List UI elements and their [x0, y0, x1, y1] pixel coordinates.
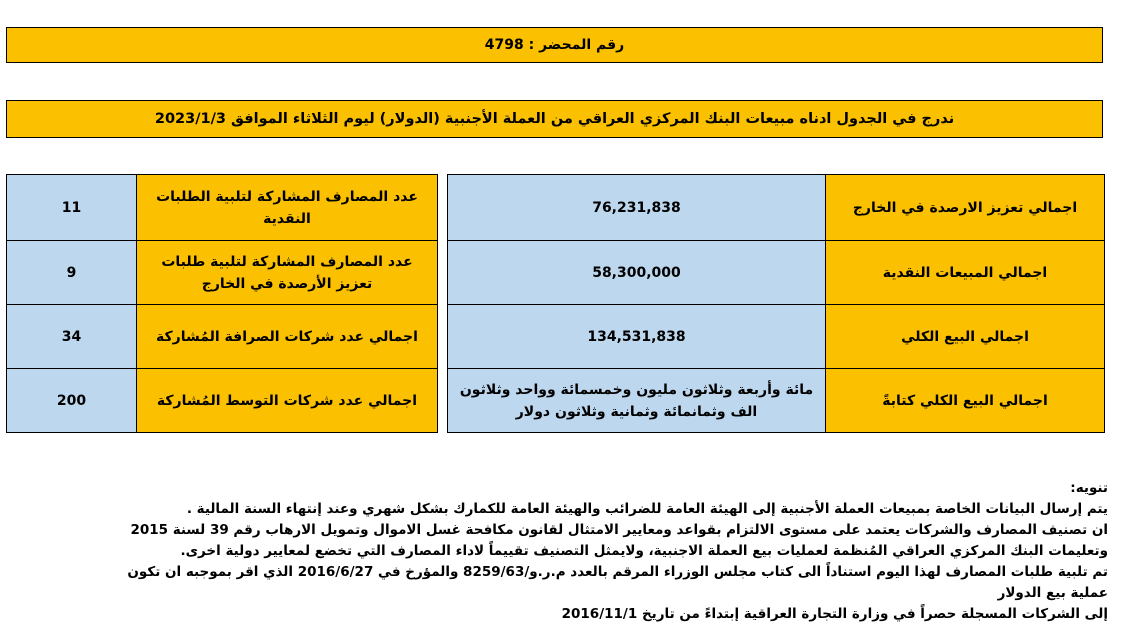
row-value: 58,300,000	[448, 241, 826, 305]
row-value: 34	[7, 305, 137, 369]
row-label: اجمالي البيع الكلي	[826, 305, 1105, 369]
row-value: 9	[7, 241, 137, 305]
row-label: اجمالي عدد شركات التوسط المُشاركة	[137, 369, 438, 433]
note-line: يتم إرسال البيانات الخاصة بمبيعات العملة الأجنبية إلى الهيئة العامة للضرائب والهيئة العامة للكمارك بشكل شهري وعند إنتهاء السنة المالية .	[186, 501, 1108, 517]
table-row	[7, 369, 438, 433]
note-line: وتعليمات البنك المركزي العراقي المُنظمة لعمليات بيع العملة الاجنبية، ولايمثل التصنيف تقييماً لاداء المصارف التي تخضع لمعايير دولية اخرى.	[180, 543, 1108, 559]
row-value: 11	[7, 175, 137, 241]
table-row	[7, 241, 438, 305]
row-value: 134,531,838	[448, 305, 826, 369]
row-value: 200	[7, 369, 137, 433]
row-label: اجمالي المبيعات النقدية	[826, 241, 1105, 305]
sales-subtitle: ندرج في الجدول ادناه مبيعات البنك المركزي العراقي من العملة الأجنبية (الدولار) ليوم الثلاثاء الموافق 2023/1/3	[154, 111, 955, 127]
table-row	[448, 241, 1105, 305]
row-value: 76,231,838	[448, 175, 826, 241]
participants-table	[6, 174, 438, 433]
record-number-banner	[6, 27, 1103, 63]
note-section	[90, 478, 1108, 625]
row-label: اجمالي تعزيز الارصدة في الخارج	[826, 175, 1105, 241]
row-value-written: مائة وأربعة وثلاثون مليون وخمسمائة وواحد وثلاثون الف وثمانمائة وثمانية وثلاثون دولار	[448, 369, 826, 433]
record-number: رقم المحضر : 4798	[484, 37, 625, 53]
table-row	[448, 369, 1105, 433]
sales-totals-table	[447, 174, 1105, 433]
row-label: اجمالي عدد شركات الصرافة المُشاركة	[137, 305, 438, 369]
table-row	[448, 175, 1105, 241]
note-title: تنويه:	[1070, 480, 1108, 496]
table-row	[448, 305, 1105, 369]
sales-subtitle-banner	[6, 100, 1103, 138]
row-label: عدد المصارف المشاركة لتلبية طلبات تعزيز الأرصدة في الخارج	[137, 241, 438, 305]
row-label: عدد المصارف المشاركة لتلبية الطلبات النقدية	[137, 175, 438, 241]
note-line: ان تصنيف المصارف والشركات يعتمد على مستوى الالتزام بقواعد ومعايير الامتثال لقانون مكافحة غسل الاموال وتمويل الارهاب رقم 39 لسنة 2015	[130, 522, 1108, 538]
row-label: اجمالي البيع الكلي كتابةً	[826, 369, 1105, 433]
note-line: تم تلبية طلبات المصارف لهذا اليوم استناداً الى كتاب مجلس الوزراء المرقم بالعدد م.ر.و/8259/63 والمؤرخ في 2016/6/27 الذي اقر بموجبه ان تكون عملية بيع الدولار	[127, 564, 1108, 601]
note-line: إلى الشركات المسجلة حصراً في وزارة التجارة العراقية إبتداءً من تاريخ 2016/11/1	[561, 606, 1108, 622]
table-row	[7, 305, 438, 369]
table-row	[7, 175, 438, 241]
